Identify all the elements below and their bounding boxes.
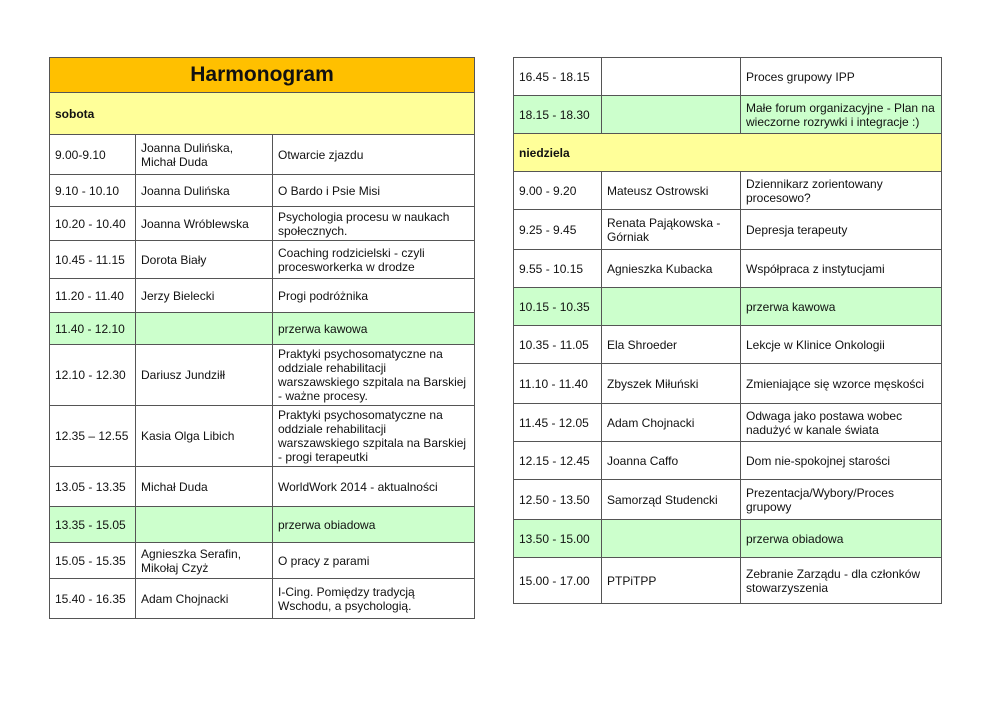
time-cell: 9.25 - 9.45 — [514, 210, 602, 250]
time-cell: 12.50 - 13.50 — [514, 480, 602, 520]
speaker-cell: Kasia Olga Libich — [136, 406, 273, 467]
schedule-row — [50, 345, 475, 406]
topic-cell: Progi podróżnika — [273, 279, 475, 313]
topic-cell: Współpraca z instytucjami — [741, 250, 942, 288]
topic-cell: Psychologia procesu w naukach społecznych. — [273, 207, 475, 241]
schedule-row — [514, 288, 942, 326]
time-cell: 13.05 - 13.35 — [50, 467, 136, 507]
day-header-row — [514, 134, 942, 172]
topic-cell: Otwarcie zjazdu — [273, 135, 475, 175]
schedule-row — [50, 135, 475, 175]
topic-cell: Odwaga jako postawa wobec nadużyć w kanale świata — [741, 404, 942, 442]
speaker-cell: Adam Chojnacki — [602, 404, 741, 442]
time-cell: 15.00 - 17.00 — [514, 558, 602, 604]
time-cell: 13.50 - 15.00 — [514, 520, 602, 558]
topic-cell: przerwa obiadowa — [273, 507, 475, 543]
schedule-table-saturday — [49, 57, 475, 619]
schedule-row — [514, 210, 942, 250]
speaker-cell: Joanna Wróblewska — [136, 207, 273, 241]
topic-cell: Prezentacja/Wybory/Proces grupowy — [741, 480, 942, 520]
topic-cell: Dom nie-spokojnej starości — [741, 442, 942, 480]
topic-cell: Małe forum organizacyjne - Plan na wieczorne rozrywki i integracje :) — [741, 96, 942, 134]
topic-cell: przerwa obiadowa — [741, 520, 942, 558]
schedule-row — [514, 326, 942, 364]
speaker-cell: Joanna Dulińska, Michał Duda — [136, 135, 273, 175]
time-cell: 11.45 - 12.05 — [514, 404, 602, 442]
schedule-row — [50, 279, 475, 313]
time-cell: 10.20 - 10.40 — [50, 207, 136, 241]
time-cell: 18.15 - 18.30 — [514, 96, 602, 134]
schedule-row — [514, 442, 942, 480]
schedule-row — [50, 406, 475, 467]
schedule-row — [50, 507, 475, 543]
day-header-row — [50, 93, 475, 135]
time-cell: 11.20 - 11.40 — [50, 279, 136, 313]
schedule-table-sunday — [513, 57, 942, 604]
schedule-row — [50, 579, 475, 619]
topic-cell: Coaching rodzicielski - czyli procesworkerka w drodze — [273, 241, 475, 279]
time-cell: 12.15 - 12.45 — [514, 442, 602, 480]
speaker-cell: Michał Duda — [136, 467, 273, 507]
topic-cell: Proces grupowy IPP — [741, 58, 942, 96]
schedule-row — [514, 58, 942, 96]
time-cell: 9.00-9.10 — [50, 135, 136, 175]
speaker-cell: Joanna Caffo — [602, 442, 741, 480]
speaker-cell: Zbyszek Miłuński — [602, 364, 741, 404]
speaker-cell — [602, 58, 741, 96]
topic-cell: Zebranie Zarządu - dla członków stowarzyszenia — [741, 558, 942, 604]
schedule-row — [514, 96, 942, 134]
speaker-cell: Dariusz Jundziłł — [136, 345, 273, 406]
schedule-row — [514, 558, 942, 604]
speaker-cell: Samorząd Studencki — [602, 480, 741, 520]
schedule-row — [50, 543, 475, 579]
topic-cell: Zmieniające się wzorce męskości — [741, 364, 942, 404]
speaker-cell — [602, 520, 741, 558]
time-cell: 10.45 - 11.15 — [50, 241, 136, 279]
time-cell: 12.35 – 12.55 — [50, 406, 136, 467]
schedule-row — [514, 404, 942, 442]
speaker-cell — [136, 507, 273, 543]
speaker-cell: Jerzy Bielecki — [136, 279, 273, 313]
time-cell: 9.00 - 9.20 — [514, 172, 602, 210]
time-cell: 16.45 - 18.15 — [514, 58, 602, 96]
time-cell: 10.15 - 10.35 — [514, 288, 602, 326]
speaker-cell: Joanna Dulińska — [136, 175, 273, 207]
topic-cell: przerwa kawowa — [273, 313, 475, 345]
topic-cell: Dziennikarz zorientowany procesowo? — [741, 172, 942, 210]
topic-cell: przerwa kawowa — [741, 288, 942, 326]
schedule-row — [514, 364, 942, 404]
schedule-row — [50, 175, 475, 207]
speaker-cell: Agnieszka Serafin, Mikołaj Czyż — [136, 543, 273, 579]
topic-cell: WorldWork 2014 - aktualności — [273, 467, 475, 507]
schedule-row — [514, 520, 942, 558]
time-cell: 9.10 - 10.10 — [50, 175, 136, 207]
speaker-cell — [136, 313, 273, 345]
topic-cell: Lekcje w Klinice Onkologii — [741, 326, 942, 364]
schedule-row — [514, 172, 942, 210]
schedule-row — [50, 241, 475, 279]
speaker-cell — [602, 288, 741, 326]
topic-cell: Praktyki psychosomatyczne na oddziale rehabilitacji warszawskiego szpitala na Barskiej - progi terapeutki — [273, 406, 475, 467]
time-cell: 15.40 - 16.35 — [50, 579, 136, 619]
topic-cell: Depresja terapeuty — [741, 210, 942, 250]
topic-cell: O pracy z parami — [273, 543, 475, 579]
schedule-row — [514, 250, 942, 288]
speaker-cell — [602, 96, 741, 134]
schedule-row — [50, 207, 475, 241]
topic-cell: I-Cing. Pomiędzy tradycją Wschodu, a psychologią. — [273, 579, 475, 619]
speaker-cell: Renata Pająkowska - Górniak — [602, 210, 741, 250]
time-cell: 10.35 - 11.05 — [514, 326, 602, 364]
time-cell: 11.40 - 12.10 — [50, 313, 136, 345]
schedule-row — [514, 480, 942, 520]
time-cell: 9.55 - 10.15 — [514, 250, 602, 288]
schedule-row — [50, 313, 475, 345]
time-cell: 13.35 - 15.05 — [50, 507, 136, 543]
speaker-cell: Mateusz Ostrowski — [602, 172, 741, 210]
title-row — [50, 58, 475, 93]
speaker-cell: Adam Chojnacki — [136, 579, 273, 619]
speaker-cell: Dorota Biały — [136, 241, 273, 279]
day-label-saturday: sobota — [50, 93, 475, 135]
topic-cell: O Bardo i Psie Misi — [273, 175, 475, 207]
time-cell: 11.10 - 11.40 — [514, 364, 602, 404]
speaker-cell: PTPiTPP — [602, 558, 741, 604]
speaker-cell: Agnieszka Kubacka — [602, 250, 741, 288]
time-cell: 12.10 - 12.30 — [50, 345, 136, 406]
schedule-row — [50, 467, 475, 507]
page-title: Harmonogram — [50, 58, 475, 93]
speaker-cell: Ela Shroeder — [602, 326, 741, 364]
time-cell: 15.05 - 15.35 — [50, 543, 136, 579]
day-label-sunday: niedziela — [514, 134, 942, 172]
topic-cell: Praktyki psychosomatyczne na oddziale rehabilitacji warszawskiego szpitala na Barskiej - ważne procesy. — [273, 345, 475, 406]
